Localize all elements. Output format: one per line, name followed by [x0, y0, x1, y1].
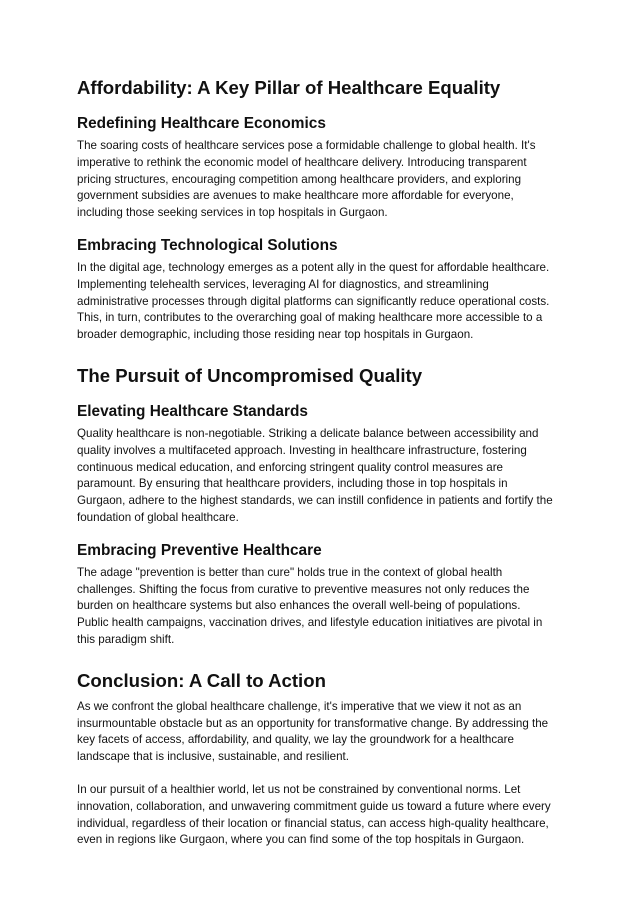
section-heading-quality: The Pursuit of Uncompromised Quality	[77, 364, 423, 386]
text-line: pricing structures, encouraging competition among healthcare providers, and exploring	[77, 172, 522, 186]
text-line: The soaring costs of healthcare services pose a formidable challenge to global health. It's	[77, 139, 536, 152]
subsection-heading-technology: Embracing Technological Solutions	[77, 236, 338, 254]
subsection-heading-economics: Redefining Healthcare Economics	[77, 115, 326, 132]
paragraph-conclusion-2	[77, 782, 563, 849]
text-line: Quality healthcare is non-negotiable. Striking a delicate balance between accessibility and	[77, 426, 539, 440]
text-line: this paradigm shift.	[77, 632, 175, 646]
document-page	[77, 76, 563, 849]
text-line: The adage "prevention is better than cure" holds true in the context of global health	[77, 565, 503, 579]
text-line: quality involves a multifaceted approach. Investing in healthcare infrastructure, fostering	[77, 443, 527, 457]
text-line: even in regions like Gurgaon, where you can find some of the top hospitals in Gurgaon.	[77, 833, 525, 847]
text-line: insurmountable obstacle but as an opportunity for transformative change. By addressing the	[77, 716, 549, 730]
text-line: burden on healthcare systems but also enhances the overall well-being of populations.	[77, 599, 521, 613]
text-line: Public health campaigns, vaccination drives, and lifestyle education initiatives are pivotal in	[77, 616, 543, 630]
paragraph-economics	[77, 138, 563, 222]
paragraph-technology	[77, 260, 563, 344]
paragraph-conclusion-1	[77, 699, 563, 766]
text-line: individual, regardless of their location or financial status, can access high-quality healthcare,	[77, 816, 549, 830]
section-heading-affordability: Affordability: A Key Pillar of Healthcare Equality	[77, 77, 501, 98]
text-line: In the digital age, technology emerges as a potent ally in the quest for affordable healthcare.	[77, 260, 550, 274]
text-line: challenges. Shifting the focus from curative to preventive measures not only reduces the	[77, 582, 530, 596]
text-line: As we confront the global healthcare challenge, it's imperative that we view it not as an	[77, 699, 522, 713]
text-line: key facets of access, affordability, and quality, we lay the groundwork for a healthcare	[77, 733, 514, 747]
text-line: foundation of global healthcare.	[77, 510, 239, 524]
paragraph-preventive	[77, 565, 563, 649]
text-line: continuous medical education, and enforcing stringent quality control measures are	[77, 460, 503, 474]
text-line: In our pursuit of a healthier world, let us not be constrained by conventional norms. Let	[77, 782, 521, 796]
paragraph-standards	[77, 426, 563, 527]
text-line: imperative to rethink the economic model of healthcare delivery. Introducing transparent	[77, 155, 527, 169]
text-line: landscape that is inclusive, sustainable, and resilient.	[77, 750, 349, 764]
text-line: This, in turn, contributes to the overarching goal of making healthcare more accessible to a	[77, 311, 543, 325]
text-line: administrative processes through digital platforms can significantly reduce operational costs.	[77, 294, 550, 308]
text-line: paramount. By ensuring that healthcare providers, including those in top hospitals in	[77, 477, 508, 491]
text-line: innovation, collaboration, and unwavering commitment guide us toward a future where every	[77, 799, 551, 813]
subsection-heading-standards: Elevating Healthcare Standards	[77, 402, 308, 420]
text-line: including those seeking services in top hospitals in Gurgaon.	[77, 206, 388, 220]
text-line: government subsidies are avenues to make healthcare more affordable for everyone,	[77, 189, 514, 203]
text-line: Gurgaon, adhere to the highest standards, we can instill confidence in patients and fortify the	[77, 494, 553, 508]
text-line: broader demographic, including those residing near top hospitals in Gurgaon.	[77, 328, 474, 342]
text-line: Implementing telehealth services, leveraging AI for diagnostics, and streamlining	[77, 277, 489, 291]
section-heading-conclusion: Conclusion: A Call to Action	[77, 669, 326, 691]
subsection-heading-preventive: Embracing Preventive Healthcare	[77, 541, 322, 559]
